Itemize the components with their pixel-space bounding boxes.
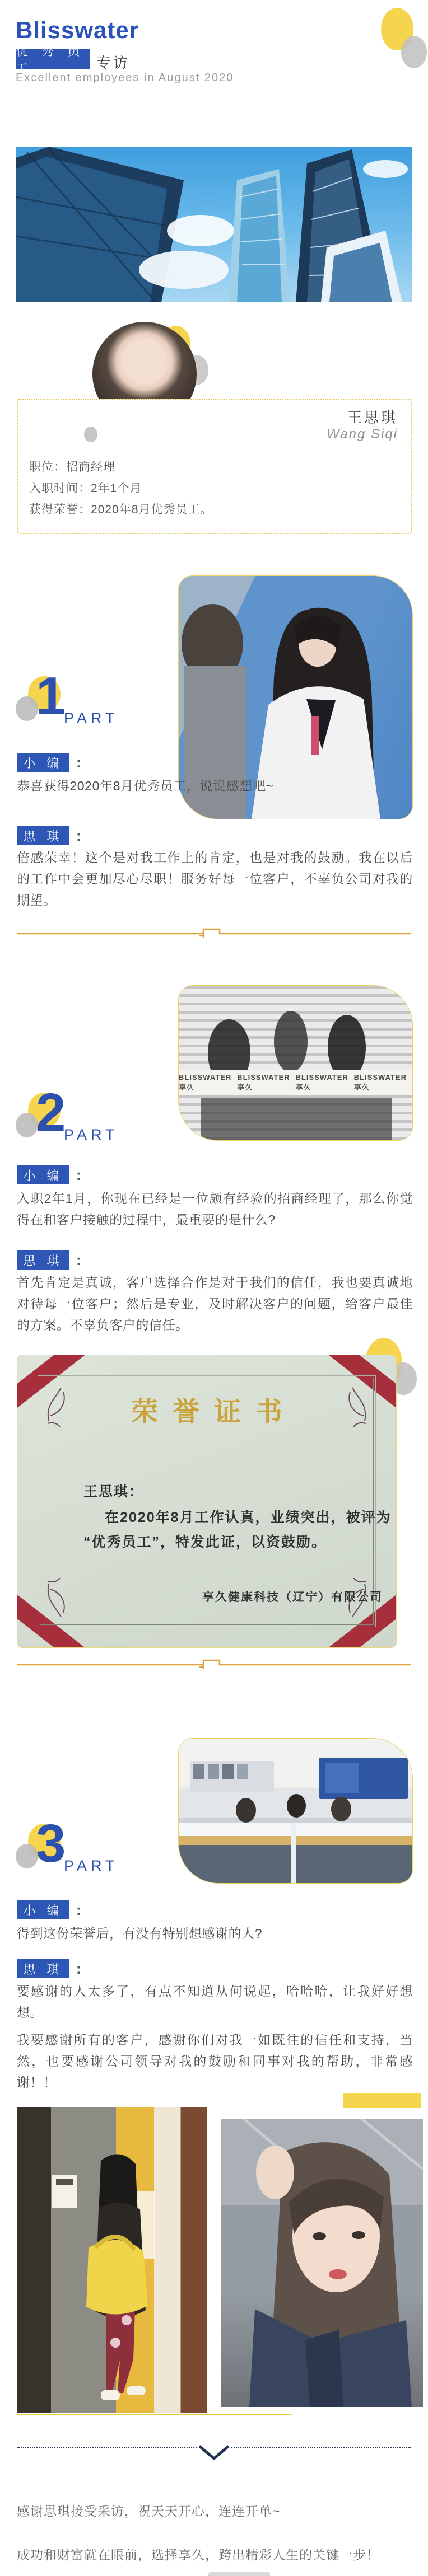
chevron-down-icon <box>197 2444 231 2462</box>
office-scene <box>179 1739 412 1883</box>
part-gray-circle <box>16 1844 38 1868</box>
question-3: 得到这份荣誉后，有没有特别想感谢的人? <box>17 1926 263 1941</box>
banner-text: BLISSWATER 享久 <box>353 1073 407 1092</box>
part-label: PART <box>64 710 119 727</box>
profile-name-en: Wang Siqi <box>327 427 398 442</box>
gold-divider-2 <box>17 1656 411 1673</box>
photos-yellow-bar <box>343 2093 421 2108</box>
question-2: 入职2年1月，你现在已经是一位颇有经验的招商经理了，那么你觉得在和客户接触的过程中，最重要的是什么? <box>17 1191 413 1227</box>
editor-tag-box: 小 编 <box>17 753 69 772</box>
cert-issuer: 享久健康科技（辽宁）有限公司 <box>202 1591 383 1604</box>
editor-tag-1 <box>17 753 81 772</box>
banner-text: BLISSWATER 享久 <box>179 1073 232 1092</box>
header-subtitle: Excellent employees in August 2020 <box>16 72 234 84</box>
profile-tenure: 入职时间：2年1个月 <box>29 482 142 495</box>
tag-colon: : <box>76 827 81 844</box>
employee-tag-2 <box>17 1250 81 1270</box>
answer-2: 首先肯定是真诚，客户选择合作是对于我们的信任，我也要真诚地对待每一位客户；然后是专业，及时解决客户的问题，给客户最佳的方案。不辜负客户的信任。 <box>17 1275 413 1332</box>
office-photo <box>178 1738 413 1884</box>
answer-3-paragraph-2: 我要感谢所有的客户，感谢你们对我一如既往的信任和支持，当然，也要感谢公司领导对我的鼓励和同事对我的帮助，非常感谢！！ <box>17 2032 413 2090</box>
part-gray-circle <box>16 1113 38 1137</box>
banner-text: BLISSWATER 享久 <box>237 1073 290 1092</box>
selfie-scene <box>221 2119 423 2407</box>
street-scene <box>17 2107 207 2413</box>
header-tag-sub: 专访 <box>96 54 131 71</box>
editor-tag-3 <box>17 1900 81 1919</box>
street-photo <box>17 2107 207 2413</box>
question-1: 恭喜获得2020年8月优秀员工，说说感想吧~ <box>17 779 274 793</box>
editor-tag-2 <box>17 1165 81 1184</box>
tag-colon: : <box>76 1901 81 1918</box>
employee-tag-1 <box>17 826 81 845</box>
part-gray-circle <box>16 696 38 721</box>
part-label: PART <box>64 1857 119 1874</box>
blisswater-banner <box>179 1070 412 1095</box>
tag-colon: : <box>76 753 81 771</box>
cert-line2: “优秀员工”，特发此证，以资鼓励。 <box>83 1534 327 1550</box>
cert-recipient: 王思琪： <box>83 1484 145 1500</box>
header-gray-circle <box>401 36 427 68</box>
editor-tag-box: 小 编 <box>17 1165 69 1184</box>
photo-yellow-underline <box>17 2414 292 2415</box>
footer-thanks: 感谢思琪接受采访，祝天天开心，连连开单~ <box>17 2504 281 2518</box>
part-3-badge <box>16 1814 119 1883</box>
header-tag-box: 优 秀 员 工 <box>16 49 90 69</box>
card-gray-dot <box>84 427 97 442</box>
employee-tag-box: 思 琪 <box>17 1959 69 1978</box>
buildings-illustration <box>16 147 412 302</box>
cert-title: 荣誉证书 <box>131 1397 297 1427</box>
editor-tag-box: 小 编 <box>17 1900 69 1919</box>
meeting-photo <box>178 985 413 1141</box>
tag-colon: : <box>76 1960 81 1977</box>
part-number: 3 <box>36 1814 66 1874</box>
banner-text: BLISSWATER 享久 <box>295 1073 348 1092</box>
certificate-photo <box>17 1355 397 1648</box>
answer-3-paragraph-1: 要感谢的人太多了，有点不知道从何说起，哈哈哈，让我好好想想。 <box>17 1984 413 2020</box>
part-2-badge <box>16 1083 119 1152</box>
part-1-badge <box>16 666 119 736</box>
part-label: PART <box>64 1126 119 1143</box>
meeting-scene <box>179 986 412 1140</box>
employee-tag-3 <box>17 1959 81 1978</box>
brand-title: Blisswater <box>16 17 139 43</box>
tag-colon: : <box>76 1251 81 1268</box>
profile-honor: 获得荣誉：2020年8月优秀员工。 <box>29 503 213 516</box>
part-number: 1 <box>36 666 66 726</box>
selfie-photo <box>221 2119 423 2407</box>
profile-name: 王思琪 <box>347 409 398 426</box>
buildings-photo <box>16 147 412 302</box>
tag-colon: : <box>76 1166 81 1183</box>
employee-tag-box: 思 琪 <box>17 1250 69 1270</box>
bottom-cut-element <box>208 2572 270 2576</box>
answer-1: 倍感荣幸！这个是对我工作上的肯定，也是对我的鼓励。我在以后的工作中会更加尽心尽职！服务好每一位客户，不辜负公司对我的期望。 <box>17 850 413 907</box>
cert-line1: 在2020年8月工作认真，业绩突出，被评为 <box>105 1510 392 1525</box>
employee-tag-box: 思 琪 <box>17 826 69 845</box>
footer-slogan: 成功和财富就在眼前，选择享久，跨出精彩人生的关键一步！ <box>17 2547 380 2562</box>
gold-divider-1 <box>17 925 411 942</box>
cert-flourish-bl <box>44 1578 78 1623</box>
part-number: 2 <box>36 1083 66 1142</box>
profile-position: 职位：招商经理 <box>29 461 115 474</box>
